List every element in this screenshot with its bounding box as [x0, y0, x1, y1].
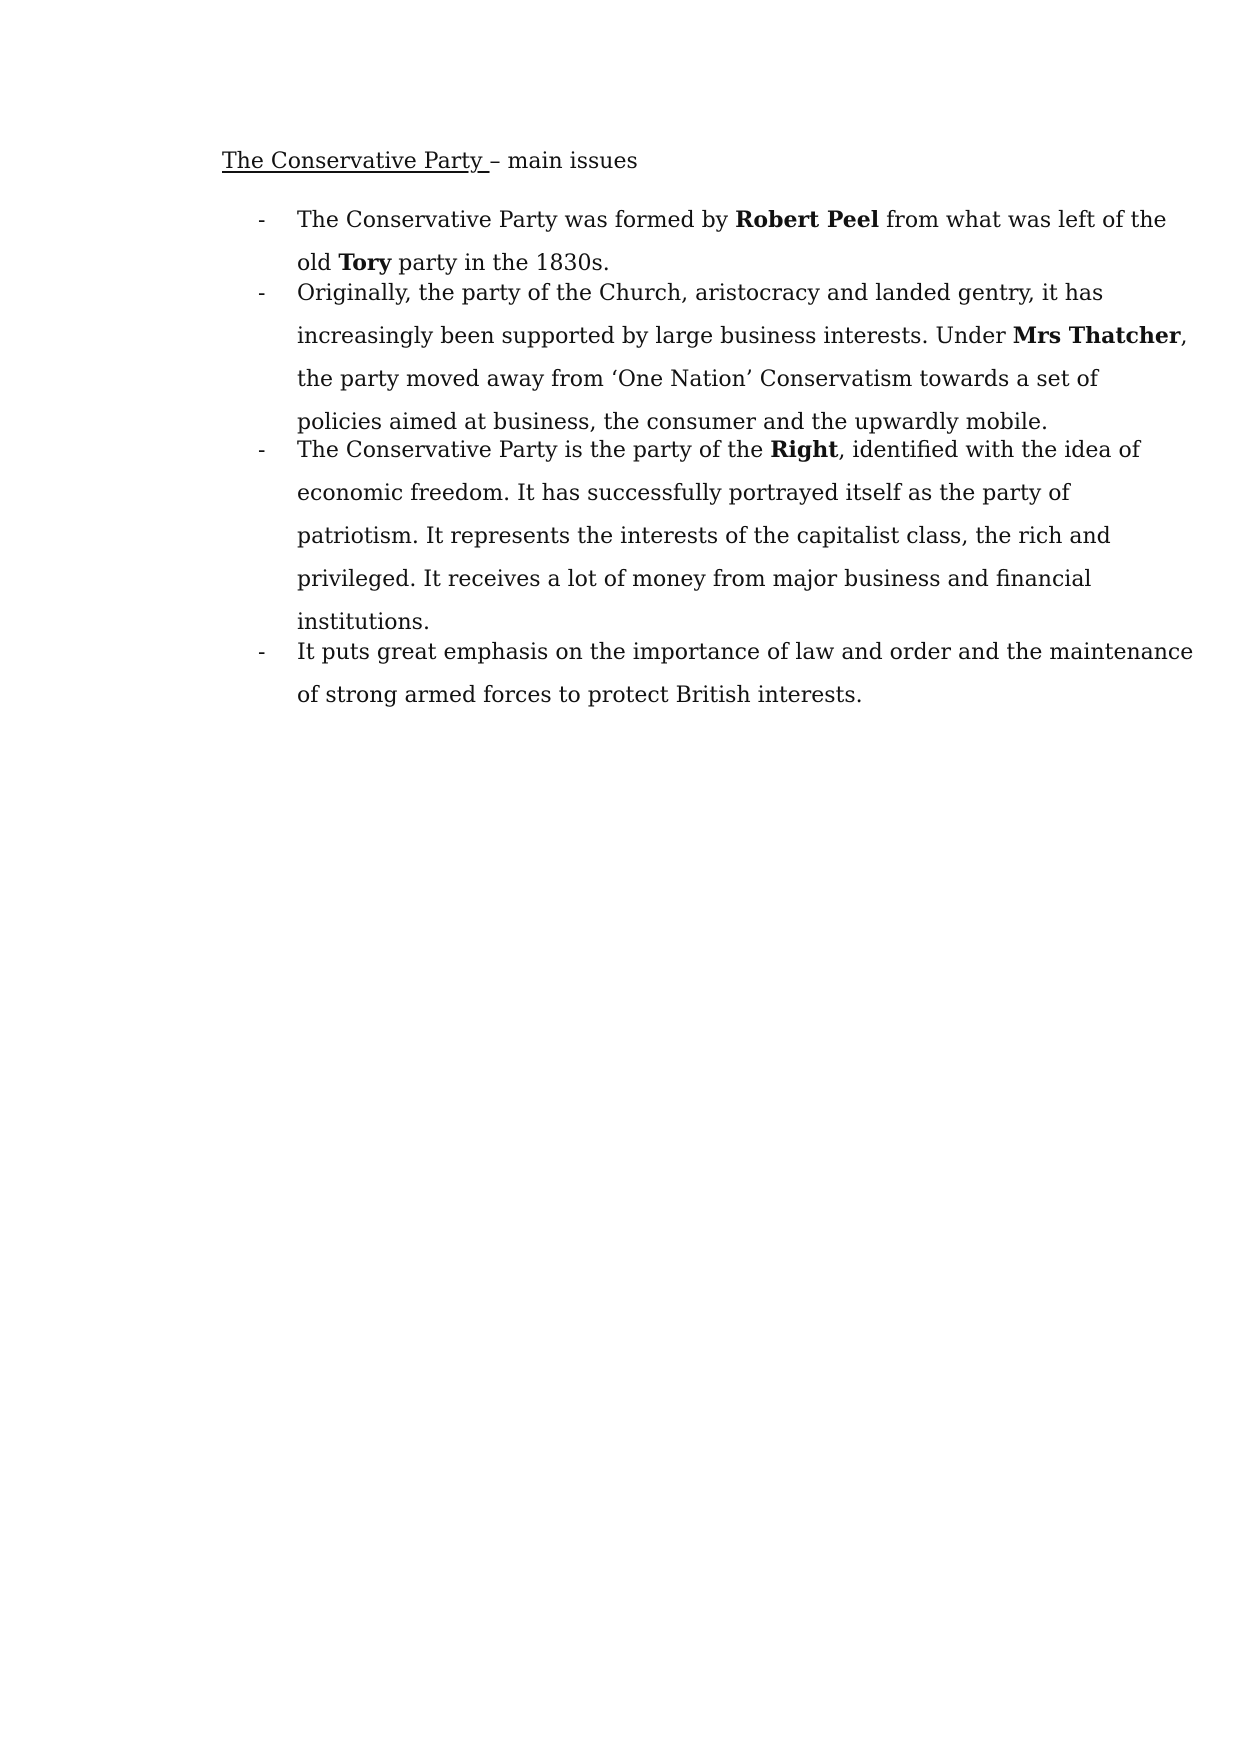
- text-line: [297, 429, 1140, 472]
- text-run: party in the 1830s.: [391, 251, 610, 276]
- text-line: privileged. It receives a lot of money from major business and financial: [297, 567, 1092, 592]
- bullet-text: [297, 429, 1140, 644]
- document-title-rest: – main issues: [489, 149, 638, 174]
- bold-term: Mrs Thatcher: [1012, 323, 1181, 349]
- text-line: economic freedom. It has successfully portrayed itself as the party of: [297, 481, 1070, 506]
- text-line: the party moved away from ‘One Nation’ Conservatism towards a set of: [297, 367, 1098, 392]
- text-line: [297, 199, 1167, 242]
- text-run: The Conservative Party is the party of the: [297, 438, 771, 463]
- text-line: [297, 315, 1188, 358]
- text-line: Originally, the party of the Church, aristocracy and landed gentry, it has: [297, 281, 1104, 306]
- text-run: , identified with the idea of: [838, 438, 1140, 463]
- text-run: The Conservative Party was formed by: [297, 208, 736, 233]
- text-line: policies aimed at business, the consumer and the upwardly mobile.: [297, 410, 1048, 435]
- bold-term: Tory: [338, 250, 392, 276]
- text-run: increasingly been supported by large business interests. Under: [297, 324, 1013, 349]
- document-title-underlined: The Conservative Party: [222, 149, 490, 174]
- bullet-text: [297, 631, 1194, 717]
- bold-term: Robert Peel: [735, 207, 880, 233]
- bold-term: Right: [770, 437, 839, 463]
- bullet-dash: -: [258, 208, 266, 233]
- text-run: from what was left of the: [879, 208, 1167, 233]
- bullet-dash: -: [258, 438, 266, 463]
- text-line: It puts great emphasis on the importance of law and order and the maintenance: [297, 640, 1194, 665]
- text-run: ,: [1180, 324, 1188, 349]
- bullet-dash: -: [258, 281, 266, 306]
- text-line: patriotism. It represents the interests of the capitalist class, the rich and: [297, 524, 1111, 549]
- bullet-dash: -: [258, 640, 266, 665]
- text-line: of strong armed forces to protect British interests.: [297, 683, 863, 708]
- bullet-text: [297, 272, 1188, 444]
- text-line: institutions.: [297, 610, 430, 635]
- text-run: old: [297, 251, 339, 276]
